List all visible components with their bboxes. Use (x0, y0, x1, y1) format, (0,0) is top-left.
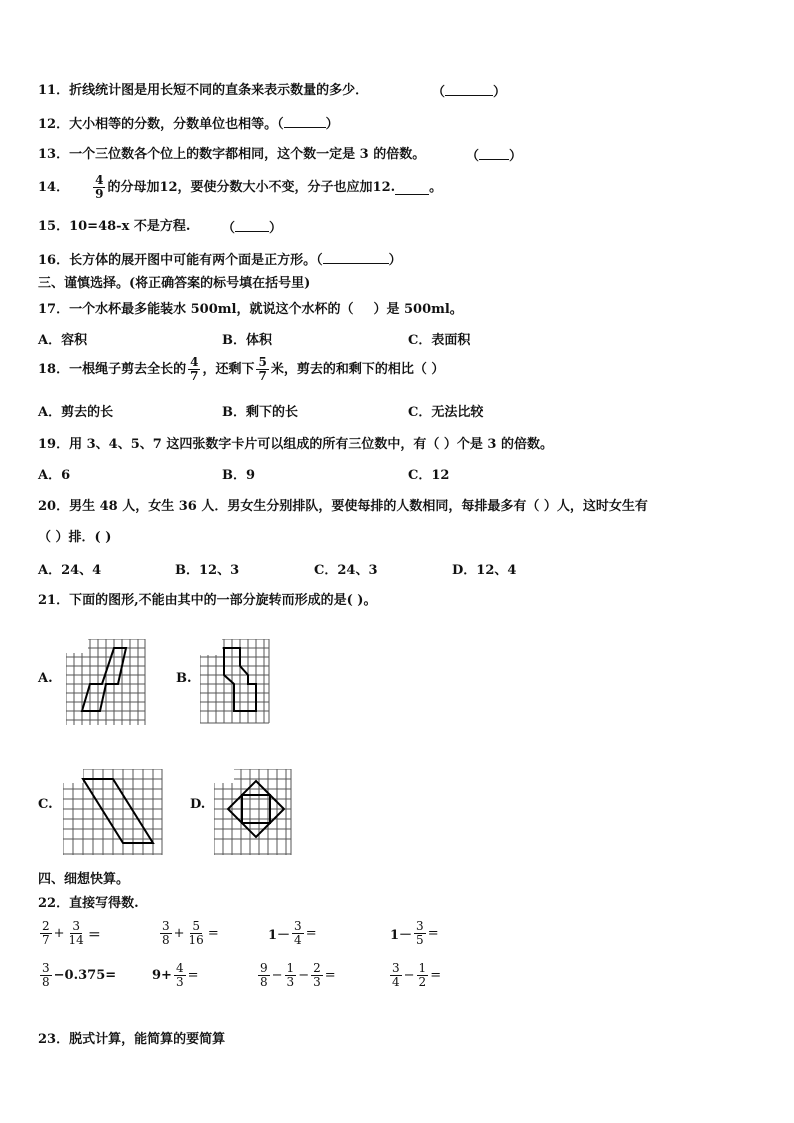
option-19-a[interactable]: A．6 (38, 468, 71, 483)
answer-blank-14[interactable] (395, 181, 429, 195)
figure-d-grid (214, 769, 292, 857)
question-22: 22．直接写得数. (38, 896, 139, 911)
option-19-c[interactable]: C．12 (408, 468, 450, 483)
figure-b-grid (200, 639, 270, 725)
question-21: 21．下面的图形,不能由其中的一部分旋转而形成的是( )。 (38, 593, 377, 608)
calc-5: $\frac{3}{8}$ −0.375= (42, 961, 117, 989)
option-18-c[interactable]: C．无法比较 (408, 405, 484, 420)
question-23: 23．脱式计算，能简算的要简算 (38, 1032, 226, 1047)
answer-blank-13[interactable]: （ ） (466, 146, 522, 166)
answer-blank-11[interactable]: （ ） (432, 82, 506, 102)
calc-6: 9+ $\frac{4}{3}$ = (152, 961, 199, 989)
figure-label-b[interactable]: B. (176, 671, 192, 686)
question-12: 12．大小相等的分数，分数单位也相等。（ ） (38, 114, 339, 134)
option-18-b[interactable]: B．剩下的长 (222, 405, 298, 420)
figure-label-c[interactable]: C. (38, 797, 53, 812)
option-19-b[interactable]: B．9 (222, 468, 256, 483)
question-18: 18． 一根绳子剪去全长的 $\frac{4}{7}$ ，还剩下 $\frac{5}{7}$ 米，剪去的和剩下的相比（ ） (38, 355, 445, 383)
option-18-a[interactable]: A．剪去的长 (38, 405, 114, 420)
fraction: $\frac{4}{9}$ (95, 173, 104, 201)
question-16: 16．长方体的展开图中可能有两个面是正方形。（ ） (38, 250, 402, 270)
question-11: 11．折线统计图是用长短不同的直条来表示数量的多少． (38, 83, 369, 98)
figure-c-grid (63, 769, 163, 857)
calc-7: $\frac{9}{8}$ − $\frac{1}{3}$ − $\frac{2}{3}$ = (260, 961, 336, 989)
option-17-b[interactable]: B．体积 (222, 333, 272, 348)
figure-a-grid (66, 639, 146, 727)
calc-8: $\frac{3}{4}$ − $\frac{1}{2}$ = (392, 961, 442, 989)
question-20: 20．男生 48 人，女生 36 人．男女生分别排队，要使每排的人数相同，每排最多有（ ）人，这时女生有 (38, 499, 648, 514)
question-13: 13．一个三位数各个位上的数字都相同，这个数一定是 3 的倍数。 (38, 147, 426, 162)
option-20-d[interactable]: D．12、4 (452, 563, 517, 578)
question-17: 17．一个水杯最多能装水 500ml，就说这个水杯的（ ）是 500ml。 (38, 302, 463, 317)
calc-4: 1－ $\frac{3}{5}$ = (390, 919, 439, 947)
option-17-c[interactable]: C．表面积 (408, 333, 471, 348)
fraction: $\frac{5}{7}$ (258, 355, 267, 383)
question-14: 14． $\frac{4}{9}$ 的分母加12，要使分数大小不变，分子也应加12. 。 (38, 173, 443, 201)
question-19: 19．用 3、4、5、7 这四张数字卡片可以组成的所有三位数中，有（ ）个是 3 的倍数。 (38, 437, 553, 452)
option-20-b[interactable]: B．12、3 (175, 563, 240, 578)
calc-1: $\frac{2}{7}$ + $\frac{3}{14}$ ＝ (42, 919, 101, 947)
answer-blank-16[interactable] (323, 250, 389, 264)
option-17-a[interactable]: A．容积 (38, 333, 88, 348)
answer-blank-15[interactable]: （ ） (222, 218, 282, 238)
figure-label-a[interactable]: A. (38, 671, 53, 686)
section-4-heading: 四、细想快算。 (38, 872, 130, 887)
question-20-line-2: （ ）排．( ) (38, 530, 112, 545)
question-15: 15．10=48-x 不是方程. (38, 219, 191, 234)
figure-label-d[interactable]: D. (190, 797, 206, 812)
section-3-heading: 三、谨慎选择。(将正确答案的标号填在括号里) (38, 276, 311, 291)
answer-blank-12[interactable] (284, 114, 326, 128)
option-20-a[interactable]: A．24、4 (38, 563, 102, 578)
option-20-c[interactable]: C．24、3 (314, 563, 378, 578)
fraction: $\frac{4}{7}$ (190, 355, 199, 383)
calc-2: $\frac{3}{8}$ + $\frac{5}{16}$ = (162, 919, 219, 947)
calc-3: 1－ $\frac{3}{4}$ = (268, 919, 317, 947)
